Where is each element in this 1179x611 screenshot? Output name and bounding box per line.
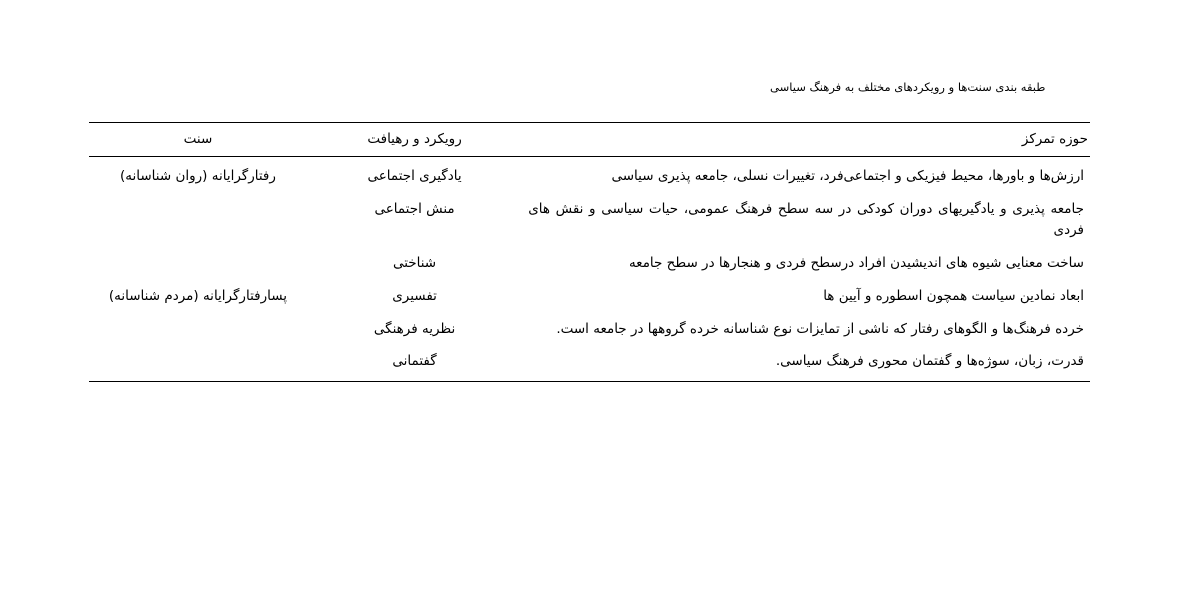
table-row [89, 345, 1090, 381]
cell-focus: ساخت معنایی شیوه های اندیشیدن افراد درسطح فردی و هنجارها در سطح جامعه [628, 254, 1084, 271]
cell-approach: منش اجتماعی [374, 200, 455, 217]
cell-focus: جامعه پذیری و یادگیریهای دوران کودکی در سه سطح فرهنگ عمومی، حیات سیاسی و نقش های فردی [528, 200, 1084, 238]
table-header-row [89, 123, 1090, 157]
table-body [89, 156, 1090, 381]
cell-approach: یادگیری اجتماعی [367, 167, 462, 184]
table-row [89, 313, 1090, 346]
cell-tradition [89, 247, 307, 280]
cell-focus: ابعاد نمادین سیاست همچون اسطوره و آیین ها [823, 287, 1084, 304]
cell-tradition: پسارفتارگرایانه (مردم شناسانه) [108, 287, 288, 304]
cell-approach: تفسیری [392, 287, 437, 304]
table-row [89, 156, 1090, 192]
column-header-approach: رویکرد و رهیافت [307, 123, 522, 157]
table-caption: طبقه بندی سنت‌ها و رویکردهای مختلف به فرهنگ سیاسی [770, 80, 1046, 94]
cell-focus: قدرت، زبان، سوژه‌ها و گفتمان محوری فرهنگ سیاسی. [522, 345, 1090, 381]
table-row [89, 280, 1090, 313]
cell-approach: شناختی [392, 254, 437, 271]
culture-traditions-table [89, 122, 1090, 382]
cell-tradition [89, 345, 307, 381]
table-header [89, 123, 1090, 157]
cell-focus: ارزش‌ها و باورها، محیط فیزیکی و اجتماعی‌فرد، تغییرات نسلی، جامعه پذیری سیاسی [611, 167, 1084, 184]
cell-approach: گفتمانی [307, 345, 522, 381]
table-row [89, 193, 1090, 247]
cell-tradition: رفتارگرایانه (روان شناسانه) [119, 167, 276, 184]
column-header-tradition: سنت [89, 123, 307, 157]
column-header-focus: حوزه تمرکز [522, 123, 1090, 157]
cell-tradition [89, 193, 307, 247]
cell-focus: خرده فرهنگ‌ها و الگوهای رفتار که ناشی از تمایزات نوع شناسانه خرده گروهها در جامعه است. [556, 320, 1084, 337]
cell-tradition [89, 313, 307, 346]
cell-approach: نظریه فرهنگی [373, 320, 456, 337]
table-row [89, 247, 1090, 280]
